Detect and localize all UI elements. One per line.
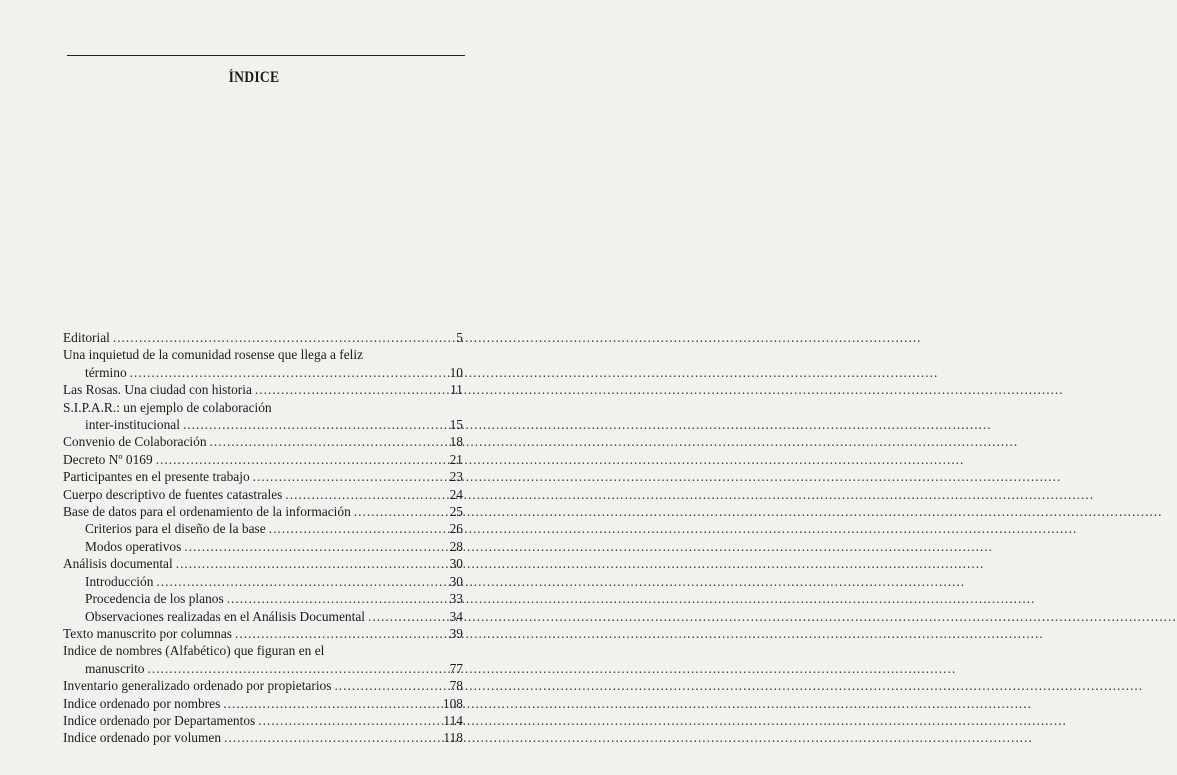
toc-entry-page: 39 (449, 625, 463, 641)
toc-entry-title-continued: inter-institucional (85, 417, 180, 433)
toc-entry-title-continued: término (85, 364, 127, 380)
dot-leader (255, 381, 436, 398)
toc-entry[interactable] (63, 381, 463, 398)
toc-entry-title: Convenio de Colaboración (63, 434, 207, 450)
toc-entry-page: 15 (449, 417, 463, 433)
toc-subentry[interactable] (63, 590, 463, 607)
toc-entry-page: 77 (449, 660, 463, 676)
toc-entry-title-continued: manuscrito (85, 660, 145, 676)
toc-entry-title: Indice ordenado por nombres (63, 695, 221, 711)
toc-entry-title: Indice ordenado por volumen (63, 730, 222, 746)
top-rule (67, 55, 465, 56)
dot-leader (184, 538, 436, 555)
dot-leader (368, 608, 436, 625)
toc-entry[interactable] (63, 677, 463, 694)
toc-entry[interactable] (63, 399, 463, 434)
dot-leader (334, 677, 436, 694)
toc-entry-title: Participantes en el presente trabajo (63, 469, 250, 485)
toc-entry-page: 30 (449, 573, 463, 589)
toc-entry-title: Criterios para el diseño de la base (85, 521, 266, 537)
toc-entry-title: Análisis documental (63, 556, 173, 572)
toc-entry-page: 108 (442, 695, 463, 711)
toc-entry-page: 10 (449, 364, 463, 380)
table-of-contents (63, 329, 463, 747)
toc-entry-title: Observaciones realizadas en el Análisis Documental (85, 608, 365, 624)
toc-entry[interactable] (63, 555, 463, 572)
dot-leader (235, 625, 436, 642)
toc-subentry[interactable] (63, 573, 463, 590)
toc-entry-title: Modos operativos (85, 538, 182, 554)
toc-entry[interactable] (63, 712, 463, 729)
dot-leader (258, 712, 436, 729)
toc-entry[interactable] (63, 642, 463, 677)
dot-leader (269, 520, 436, 537)
toc-entry-page: 18 (449, 434, 463, 450)
toc-entry-page: 114 (443, 712, 463, 728)
page-title: ÍNDICE (228, 69, 280, 86)
toc-entry[interactable] (63, 346, 463, 381)
toc-entry-title: Introducción (85, 573, 154, 589)
toc-entry-title: Decreto Nº 0169 (63, 451, 153, 467)
toc-entry-page: 24 (449, 486, 463, 502)
toc-entry-page: 78 (449, 678, 463, 694)
toc-subentry[interactable] (63, 608, 463, 625)
toc-entry-page: 25 (449, 504, 463, 520)
toc-subentry[interactable] (63, 520, 463, 537)
toc-entry-page: 28 (449, 538, 463, 554)
toc-entry-title: Las Rosas. Una ciudad con historia (63, 382, 252, 398)
dot-leader (224, 729, 436, 746)
dot-leader (156, 451, 436, 468)
dot-leader (113, 329, 436, 346)
toc-entry[interactable] (63, 451, 463, 468)
toc-entry[interactable] (63, 729, 463, 746)
toc-entry-page: 5 (456, 330, 463, 345)
toc-entry-page: 34 (449, 608, 463, 624)
toc-entry-title: Base de datos para el ordenamiento de la información (63, 504, 351, 520)
dot-leader (227, 590, 436, 607)
toc-entry-title: Texto manuscrito por columnas (63, 625, 233, 641)
dot-leader (183, 416, 436, 433)
toc-entry[interactable] (63, 503, 463, 520)
toc-entry-title: S.I.P.A.R.: un ejemplo de colaboración (63, 399, 272, 415)
dot-leader (354, 503, 436, 520)
toc-entry-page: 11 (450, 382, 463, 398)
toc-entry-page: 23 (449, 469, 463, 485)
toc-entry-title: Procedencia de los planos (85, 591, 224, 607)
toc-entry-title: Indice de nombres (Alfabético) que figuran en el (63, 643, 325, 659)
toc-entry[interactable] (63, 468, 463, 485)
toc-subentry[interactable] (63, 538, 463, 555)
toc-entry-title: Editorial (63, 330, 110, 345)
dot-leader (223, 695, 436, 712)
dot-leader (253, 468, 436, 485)
dot-leader (148, 660, 437, 677)
dot-leader (156, 573, 436, 590)
toc-entry[interactable] (63, 486, 463, 503)
toc-entry-title: Indice ordenado por Departamentos (63, 712, 256, 728)
toc-entry[interactable] (63, 695, 463, 712)
toc-entry-page: 26 (449, 521, 463, 537)
toc-entry-title: Cuerpo descriptivo de fuentes catastrales (63, 486, 283, 502)
toc-entry-title: Inventario generalizado ordenado por propietarios (63, 678, 332, 694)
toc-entry-page: 21 (449, 451, 463, 467)
toc-entry-page: 118 (443, 730, 463, 746)
dot-leader (285, 486, 436, 503)
toc-entry-page: 30 (449, 556, 463, 572)
toc-entry[interactable] (63, 433, 463, 450)
toc-entry[interactable] (63, 625, 463, 642)
toc-entry-title: Una inquietud de la comunidad rosense que llega a feliz (63, 347, 364, 363)
toc-entry-page: 33 (449, 591, 463, 607)
toc-entry[interactable] (63, 329, 463, 346)
dot-leader (176, 555, 436, 572)
dot-leader (130, 364, 436, 381)
dot-leader (210, 433, 436, 450)
